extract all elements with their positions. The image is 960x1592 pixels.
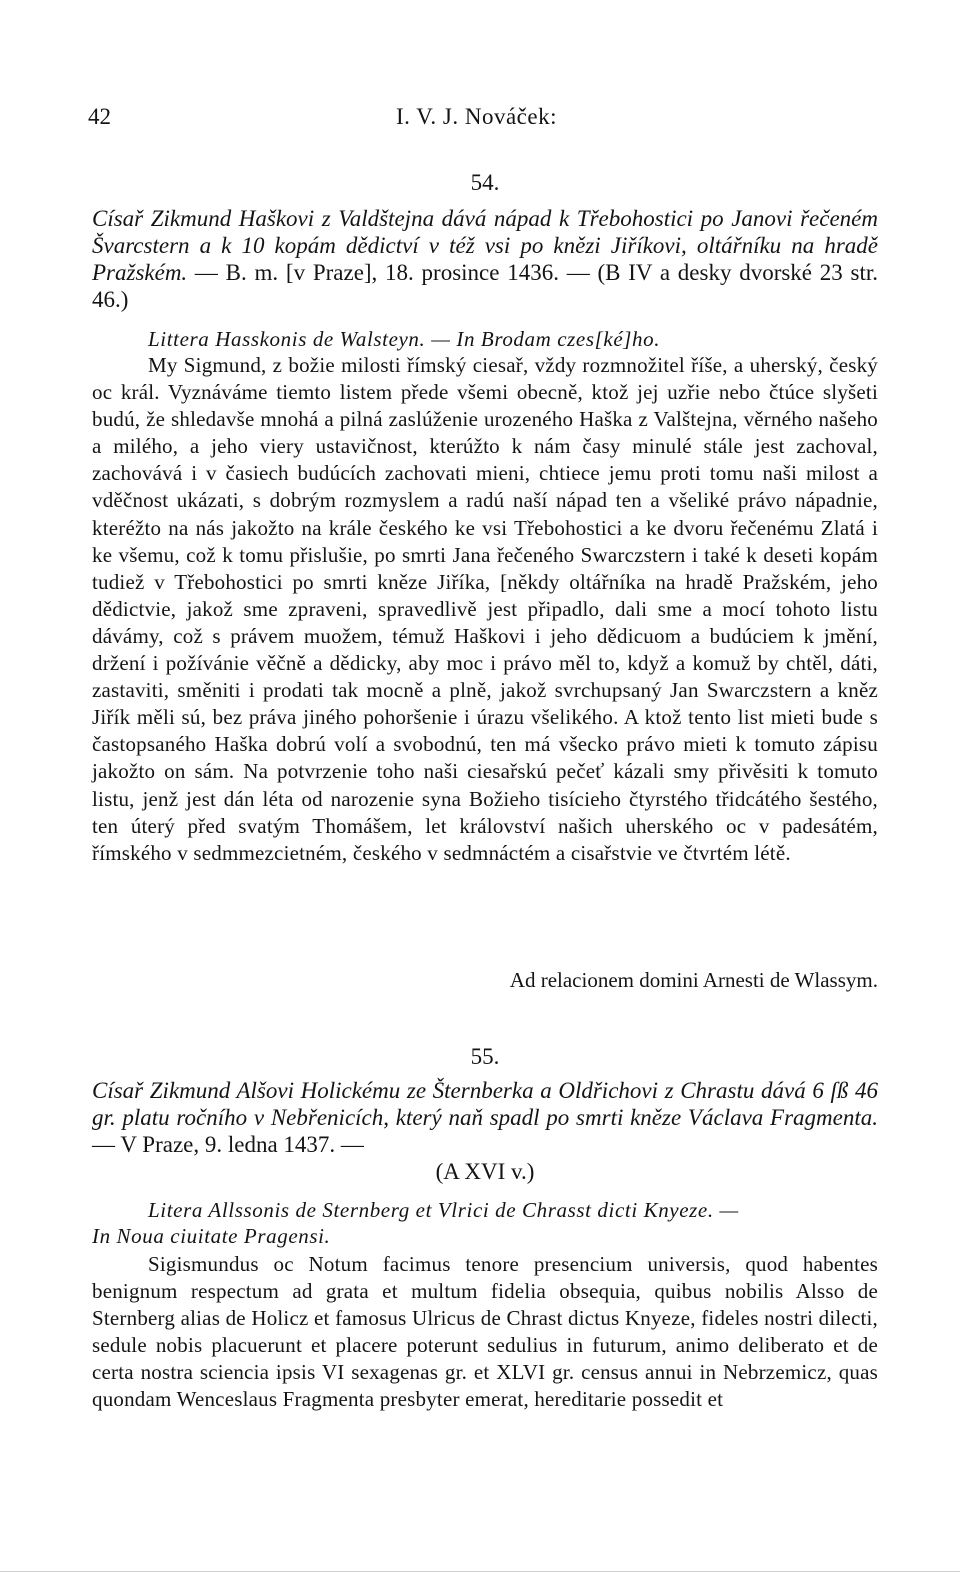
heading-55 — [92, 1197, 878, 1249]
page-header — [88, 104, 878, 134]
regest-54-date: — B. m. [v Praze], 18. prosince 1436. — (B IV a desky dvorské 23 str. 46.) — [92, 260, 878, 312]
regest-54-text: Císař Zikmund Haškovi z Valdštejna dává nápad k Třebohostici po Janovi řečeném Švarcstern a k 10 kopám dědictví v též vsi po knězi Jiříkovi, oltářníku na hradě Pražském. — [92, 206, 878, 285]
regest-54 — [92, 205, 878, 313]
document-number-55: 55. — [470, 1044, 500, 1069]
regest-55-source: (A XVI v.) — [435, 1159, 535, 1184]
closing-54: Ad relacionem domini Arnesti de Wlassym. — [509, 968, 878, 992]
body-54: My Sigmund, z božie milosti římský ciesař, vždy rozmnožitel říše, a uherský, český oc král. Vyznáváme tiemto listem přede všemi obecně, ktož jej uzřie nebo čtúce slyšeti budú, že shledavše mnohá a pilná zaslúženie urozeného Haška z Valštejna, věrného našeho a milého, a jeho viery ustavičnost, kterúžto k nám časy minulé stále jest zachoval, zachovává i v časiech budúcích zachovati mieni, chtiece jemu proti tomu naši milost a vděčnost ukázati, s dobrým rozmyslem a radú naší nápad ten a všeliké právo nápadnie, kteréžto na nás jakožto na krále českého ke vsi Třebohostici a ke dvoru řečenému Zlatá i ke všemu, což k tomu přislušie, po smrti Jana řečeného Swarczstern i také k deseti kopám tudiež v Třebohostici po smrti kněze Jiříka, [někdy oltářníka na hradě Pražském, jeho dědictvie, jakož sme zpraveni, spravedlivě jest připadlo, dali sme a mocí tohoto listu dávámy, což s právem muožem, témuž Haškovi i jeho dědicuom a budúciem k jmění, držení i požívánie věčně a dědicky, aby moc i právo měl to, když a komuž by chtěl, dáti, zastaviti, směniti i prodati tak mocně a plně, jakož svrchupsaný Jan Swarczstern a kněz Jiřík měli sú, bez práva jiného pohoršenie i úrazu všelikého. A ktož tento list mieti bude s častopsaného Haška dobrú volí a svobodnú, ten má všecko právo mieti k tomuto zápisu jakožto on sám. Na potvrzenie toho naši ciesařskú pečeť kázali smy přivěsiti k tomuto listu, jenž jest dán léta od narozenie syna Božieho tisícieho čtyrstého třidcátého šestého, ten úterý před svatým Thomášem, let království našich uherského oc v padesátém, římského v sedmmezcietném, českého v sedmnáctém a cisařstvie ve čtvrtém létě. — [92, 353, 878, 865]
heading-54: Littera Hasskonis de Walsteyn. — In Brodam czes[ké]ho. — [148, 327, 661, 351]
running-head: I. V. J. Nováček: — [396, 104, 557, 129]
regest-55-date: — V Praze, 9. ledna 1437. — — [92, 1132, 364, 1157]
regest-55-text: Císař Zikmund Alšovi Holickému ze Šternberka a Oldřichovi z Chrastu dává 6 ſß 46 gr. platu ročního v Nebřenicích, který naň spadl po smrti kněze Václava Fragmenta. — [92, 1078, 878, 1130]
body-55: Sigismundus oc Notum facimus tenore presencium universis, quod habentes benignum respectum ad grata et multum fidelia obsequia, quibus nobilis Alsso de Sternberg alias de Holicz et famosus Ulricus de Chrast dictus Knyeze, fideles nostri dilecti, sedule nobis placuerunt et placere poterunt sedulius in futurum, animo deliberato et de certa nostra sciencia ipsis VI sexagenas gr. et XLVI gr. census annui in Nebrzemicz, quas quondam Wenceslaus Fragmenta presbyter emerat, hereditarie possedit et — [92, 1252, 878, 1412]
regest-55 — [92, 1077, 878, 1185]
page-number: 42 — [88, 104, 111, 129]
heading-55-line1: Litera Allssonis de Sternberg et Vlrici de Chrasst dicti Knyeze. — — [148, 1198, 739, 1222]
heading-55-line2: In Noua ciuitate Pragensi. — [92, 1224, 331, 1248]
document-number-54: 54. — [470, 170, 500, 195]
scan-edge-line — [0, 1571, 960, 1572]
